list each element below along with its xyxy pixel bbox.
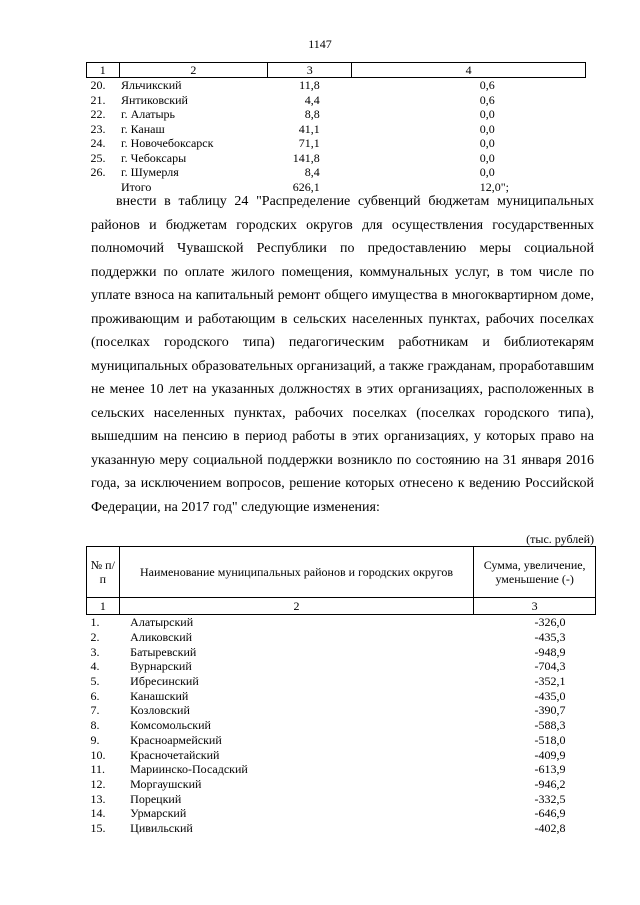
table-row [87,122,586,137]
table-row [87,151,586,166]
row-amount: -435,0 [534,688,566,703]
row-number: 23. [90,121,106,136]
row-amount: -613,9 [534,762,566,777]
column-number-2: 2 [119,598,474,615]
row-number: 5. [90,674,100,689]
row-name: Порецкий [130,791,182,806]
header-amount: Сумма, увеличение, уменьшение (-) [474,547,596,598]
table-row [87,718,596,733]
column-number-3: 3 [474,598,596,615]
row-value-3: 8,4 [304,165,320,180]
row-name: Батыревский [130,644,197,659]
subventions-table [86,546,596,835]
row-number: 10. [90,747,106,762]
units-label: (тыс. рублей) [526,532,594,546]
row-value-3: 71,1 [298,136,320,151]
row-amount: -588,3 [534,718,566,733]
column-number-1: 1 [87,598,120,615]
column-numbering-row [87,598,596,615]
header-number: № п/п [87,547,120,598]
row-value-4: 12,0"; [479,179,509,194]
table-row [87,703,596,718]
table-row [87,165,586,180]
row-name: Янтиковский [121,92,188,107]
table-row [87,733,596,748]
row-name: г. Новочебоксарск [121,136,214,151]
row-value-4: 0,0 [479,165,495,180]
row-value-4: 0,0 [479,136,495,151]
row-number: 15. [90,820,106,835]
row-amount: -332,5 [534,791,566,806]
row-name: г. Чебоксары [121,150,187,165]
row-number: 14. [90,806,106,821]
row-number: 2. [90,630,100,645]
row-name: Аликовский [130,630,193,645]
row-amount: -326,0 [534,615,566,630]
row-name: Мариинско-Посадский [130,762,248,777]
row-number: 6. [90,688,100,703]
row-amount: -352,1 [534,674,566,689]
table-row [87,136,586,151]
table-row [87,674,596,689]
row-value-4: 0,0 [479,121,495,136]
row-amount: -948,9 [534,644,566,659]
row-name: г. Шумерля [121,165,179,180]
row-number: 8. [90,718,100,733]
row-name: г. Канаш [121,121,165,136]
header-name: Наименование муниципальных районов и городских округов [119,547,474,598]
row-value-3: 41,1 [298,121,320,136]
row-number: 1. [90,615,100,630]
table-header-row [87,547,596,598]
row-number: 4. [90,659,100,674]
row-number: 11. [90,762,106,777]
row-name: г. Алатырь [121,107,176,122]
row-value-3: 141,8 [292,150,320,165]
row-value-3: 4,4 [304,92,320,107]
table-row [87,659,596,674]
table-row [87,630,596,645]
row-number: 20. [90,78,106,93]
row-value-4: 0,0 [479,107,495,122]
header-col-4: 4 [352,63,586,78]
row-name: Канашский [130,688,189,703]
row-name: Итого [121,179,152,194]
table-row [87,644,596,659]
regions-table-top [86,62,586,194]
table-row [87,107,586,122]
page-number: 1147 [308,37,332,51]
table-row [87,806,596,821]
table-header-row [87,63,586,78]
row-number: 21. [90,92,106,107]
row-value-3: 11,8 [299,78,320,93]
row-number: 24. [90,136,106,151]
row-number: 13. [90,791,106,806]
header-col-1: 1 [87,63,120,78]
row-amount: -435,3 [534,630,566,645]
row-name: Моргаушский [130,776,202,791]
row-name: Яльчикский [121,78,182,93]
table-row [87,791,596,806]
header-col-3: 3 [268,63,352,78]
row-name: Козловский [130,703,190,718]
table-row [87,93,586,108]
row-amount: -409,9 [534,747,566,762]
table-row [87,747,596,762]
row-number: 22. [90,107,106,122]
row-name: Ибресинский [130,674,199,689]
row-amount: -390,7 [534,703,566,718]
row-value-4: 0,0 [479,150,495,165]
row-value-4: 0,6 [479,92,495,107]
row-number: 25. [90,150,106,165]
amendment-paragraph: внести в таблицу 24 "Распределение субвенций бюджетам муниципальных районов и бюджетам городских округов для осуществления государственных полномочий Чувашской Республики по предоставлению меры социальной поддержки по оплате жилого помещения, коммунальных услуг, в том числе по уплате взноса на капитальный ремонт общего имущества в многоквартирном доме, проживающим и работающим в сельских населенных пунктах, рабочих поселках (поселках городского типа) педагогическим работникам и библиотекарям муниципальных образовательных организаций, а также гражданам, проработавшим не менее 10 лет на указанных должностях в этих организациях, расположенных в сельских населенных пунктах, рабочих поселках (поселках городского типа), вышедшим на пенсию в период работы в этих организациях, у которых право на указанную меру социальной поддержки возникло по состоянию на 31 января 2016 года, за исключением вопросов, решение которых отнесено к ведению Российской Федерации, на 2017 год" следующие изменения: [91,194,594,515]
row-name: Комсомольский [130,718,211,733]
table-row [87,688,596,703]
row-name: Красночетайский [130,747,220,762]
row-amount: -704,3 [534,659,566,674]
row-number: 12. [90,776,106,791]
header-col-2: 2 [119,63,268,78]
row-name: Урмарский [130,806,187,821]
row-value-4: 0,6 [479,78,495,93]
row-number: 3. [90,644,100,659]
row-name: Вурнарский [130,659,192,674]
row-number: 7. [90,703,100,718]
row-amount: -402,8 [534,820,566,835]
table-row [87,777,596,792]
table-row [87,762,596,777]
row-name: Цивильский [130,820,193,835]
row-number: 26. [90,165,106,180]
row-amount: -946,2 [534,776,566,791]
row-name: Алатырский [130,615,194,630]
row-number: 9. [90,732,100,747]
row-amount: -518,0 [534,732,566,747]
row-value-3: 8,8 [304,107,320,122]
table-row [87,821,596,836]
table-row [87,615,596,630]
row-value-3: 626,1 [292,179,320,194]
row-amount: -646,9 [534,806,566,821]
row-name: Красноармейский [130,732,222,747]
table-row [87,78,586,93]
